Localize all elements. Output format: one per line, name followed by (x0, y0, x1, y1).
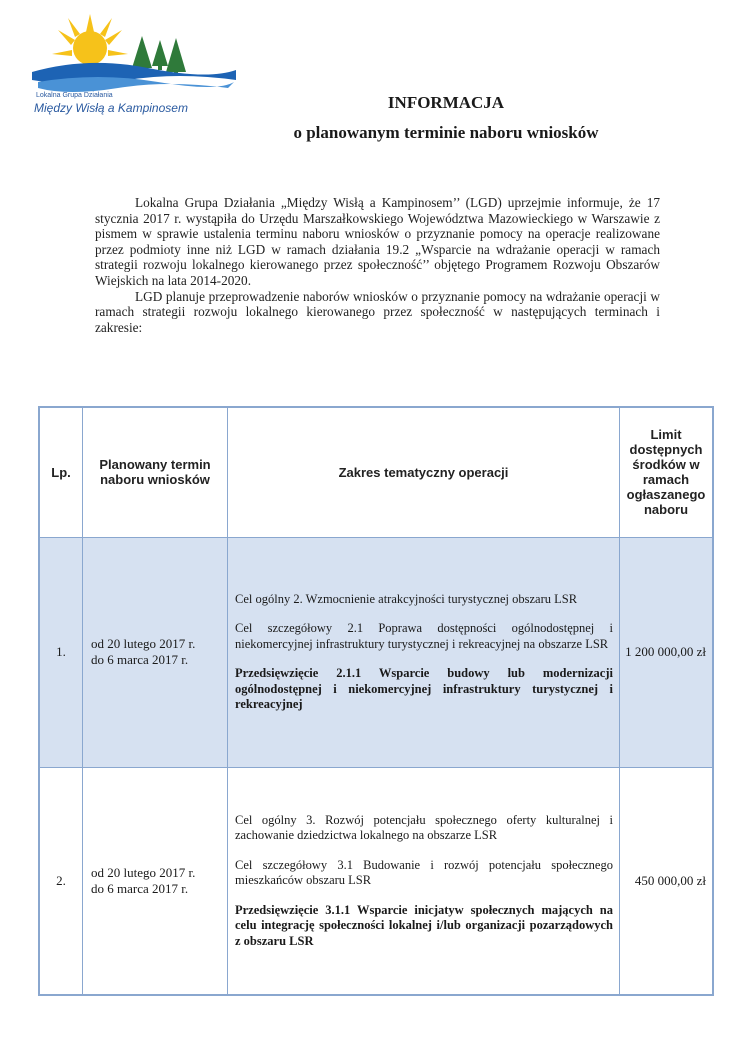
header-limit: Limit dostępnych środków w ramach ogłaszanego naboru (620, 407, 714, 537)
row-lp: 1. (39, 537, 83, 767)
goal-general: Cel ogólny 2. Wzmocnienie atrakcyjności turystycznej obszaru LSR (235, 591, 578, 606)
logo-small-text: Lokalna Grupa Działania (36, 92, 113, 99)
row-scope (228, 767, 620, 995)
row-date (83, 537, 228, 767)
row-limit: 1 200 000,00 zł (620, 537, 714, 767)
logo-name: Między Wisłą a Kampinosem (34, 101, 188, 115)
row-date (83, 767, 228, 995)
header-scope: Zakres tematyczny operacji (228, 407, 620, 537)
row-limit: 450 000,00 zł (620, 767, 714, 995)
date-from: od 20 lutego 2017 r. (91, 636, 196, 651)
goal-specific: Cel szczegółowy 2.1 Poprawa dostępności ogólnodostępnej i niekomercyjnej infrastruktury turystycznej i rekreacyjnej na obszarze LSR (235, 621, 613, 651)
sun-icon (52, 14, 128, 65)
undertaking: Przedsięwzięcie 2.1.1 Wsparcie budowy lub modernizacji ogólnodostępnej i niekomercyjnej infrastruktury turystycznej i rekreacyjnej (235, 666, 613, 711)
row-scope (228, 537, 620, 767)
table-header-row (39, 407, 713, 537)
goal-general: Cel ogólny 3. Rozwój potencjału społecznego oferty kulturalnej i zachowanie dziedzictwa lokalnego na obszarze LSR (235, 812, 613, 842)
intro-text (95, 195, 660, 335)
intro-paragraph-2: LGD planuje przeprowadzenie naborów wniosków o przyznanie pomocy na wdrażanie operacji w ramach strategii rozwoju lokalnego kierowanego przez społeczność w następujących terminach i zakresie: (95, 288, 660, 335)
table-row (39, 767, 713, 995)
table-row (39, 537, 713, 767)
logo-graphic (28, 10, 238, 100)
recruitment-table (38, 406, 714, 996)
header-lp: Lp. (39, 407, 83, 537)
date-to: do 6 marca 2017 r. (91, 880, 189, 896)
water-wave-icon (38, 77, 234, 92)
row-lp: 2. (39, 767, 83, 995)
intro-paragraph-1: Lokalna Grupa Działania „Między Wisłą a Kampinosem’’ (LGD) uprzejmie informuje, że 17 stycznia 2017 r. wystąpiła do Urzędu Marszałkowskiego Województwa Mazowieckiego w Warszawie z pismem w sprawie ustalenia terminu naboru wniosków o przyznanie pomocy na operacje realizowane przez podmioty inne niż LGD w ramach działania 19.2 „Wsparcie na wdrażanie operacji w ramach strategii rozwoju lokalnego kierowanego przez społeczność’’ objętego Programem Rozwoju Obszarów Wiejskich na lata 2014-2020. (95, 195, 660, 288)
page-subtitle: o planowanym terminie naboru wniosków (293, 123, 599, 142)
date-from: od 20 lutego 2017 r. (91, 864, 196, 880)
goal-specific: Cel szczegółowy 3.1 Budowanie i rozwój potencjału społecznego mieszkańców obszaru LSR (235, 857, 613, 887)
date-to: do 6 marca 2017 r. (91, 652, 189, 667)
page-title: INFORMACJA (387, 93, 505, 112)
undertaking: Przedsięwzięcie 3.1.1 Wsparcie inicjatyw społecznych mających na celu integrację społeczności lokalnej i/lub organizacji pozarządowych z obszaru LSR (235, 902, 613, 948)
header-term: Planowany termin naboru wniosków (83, 407, 228, 537)
